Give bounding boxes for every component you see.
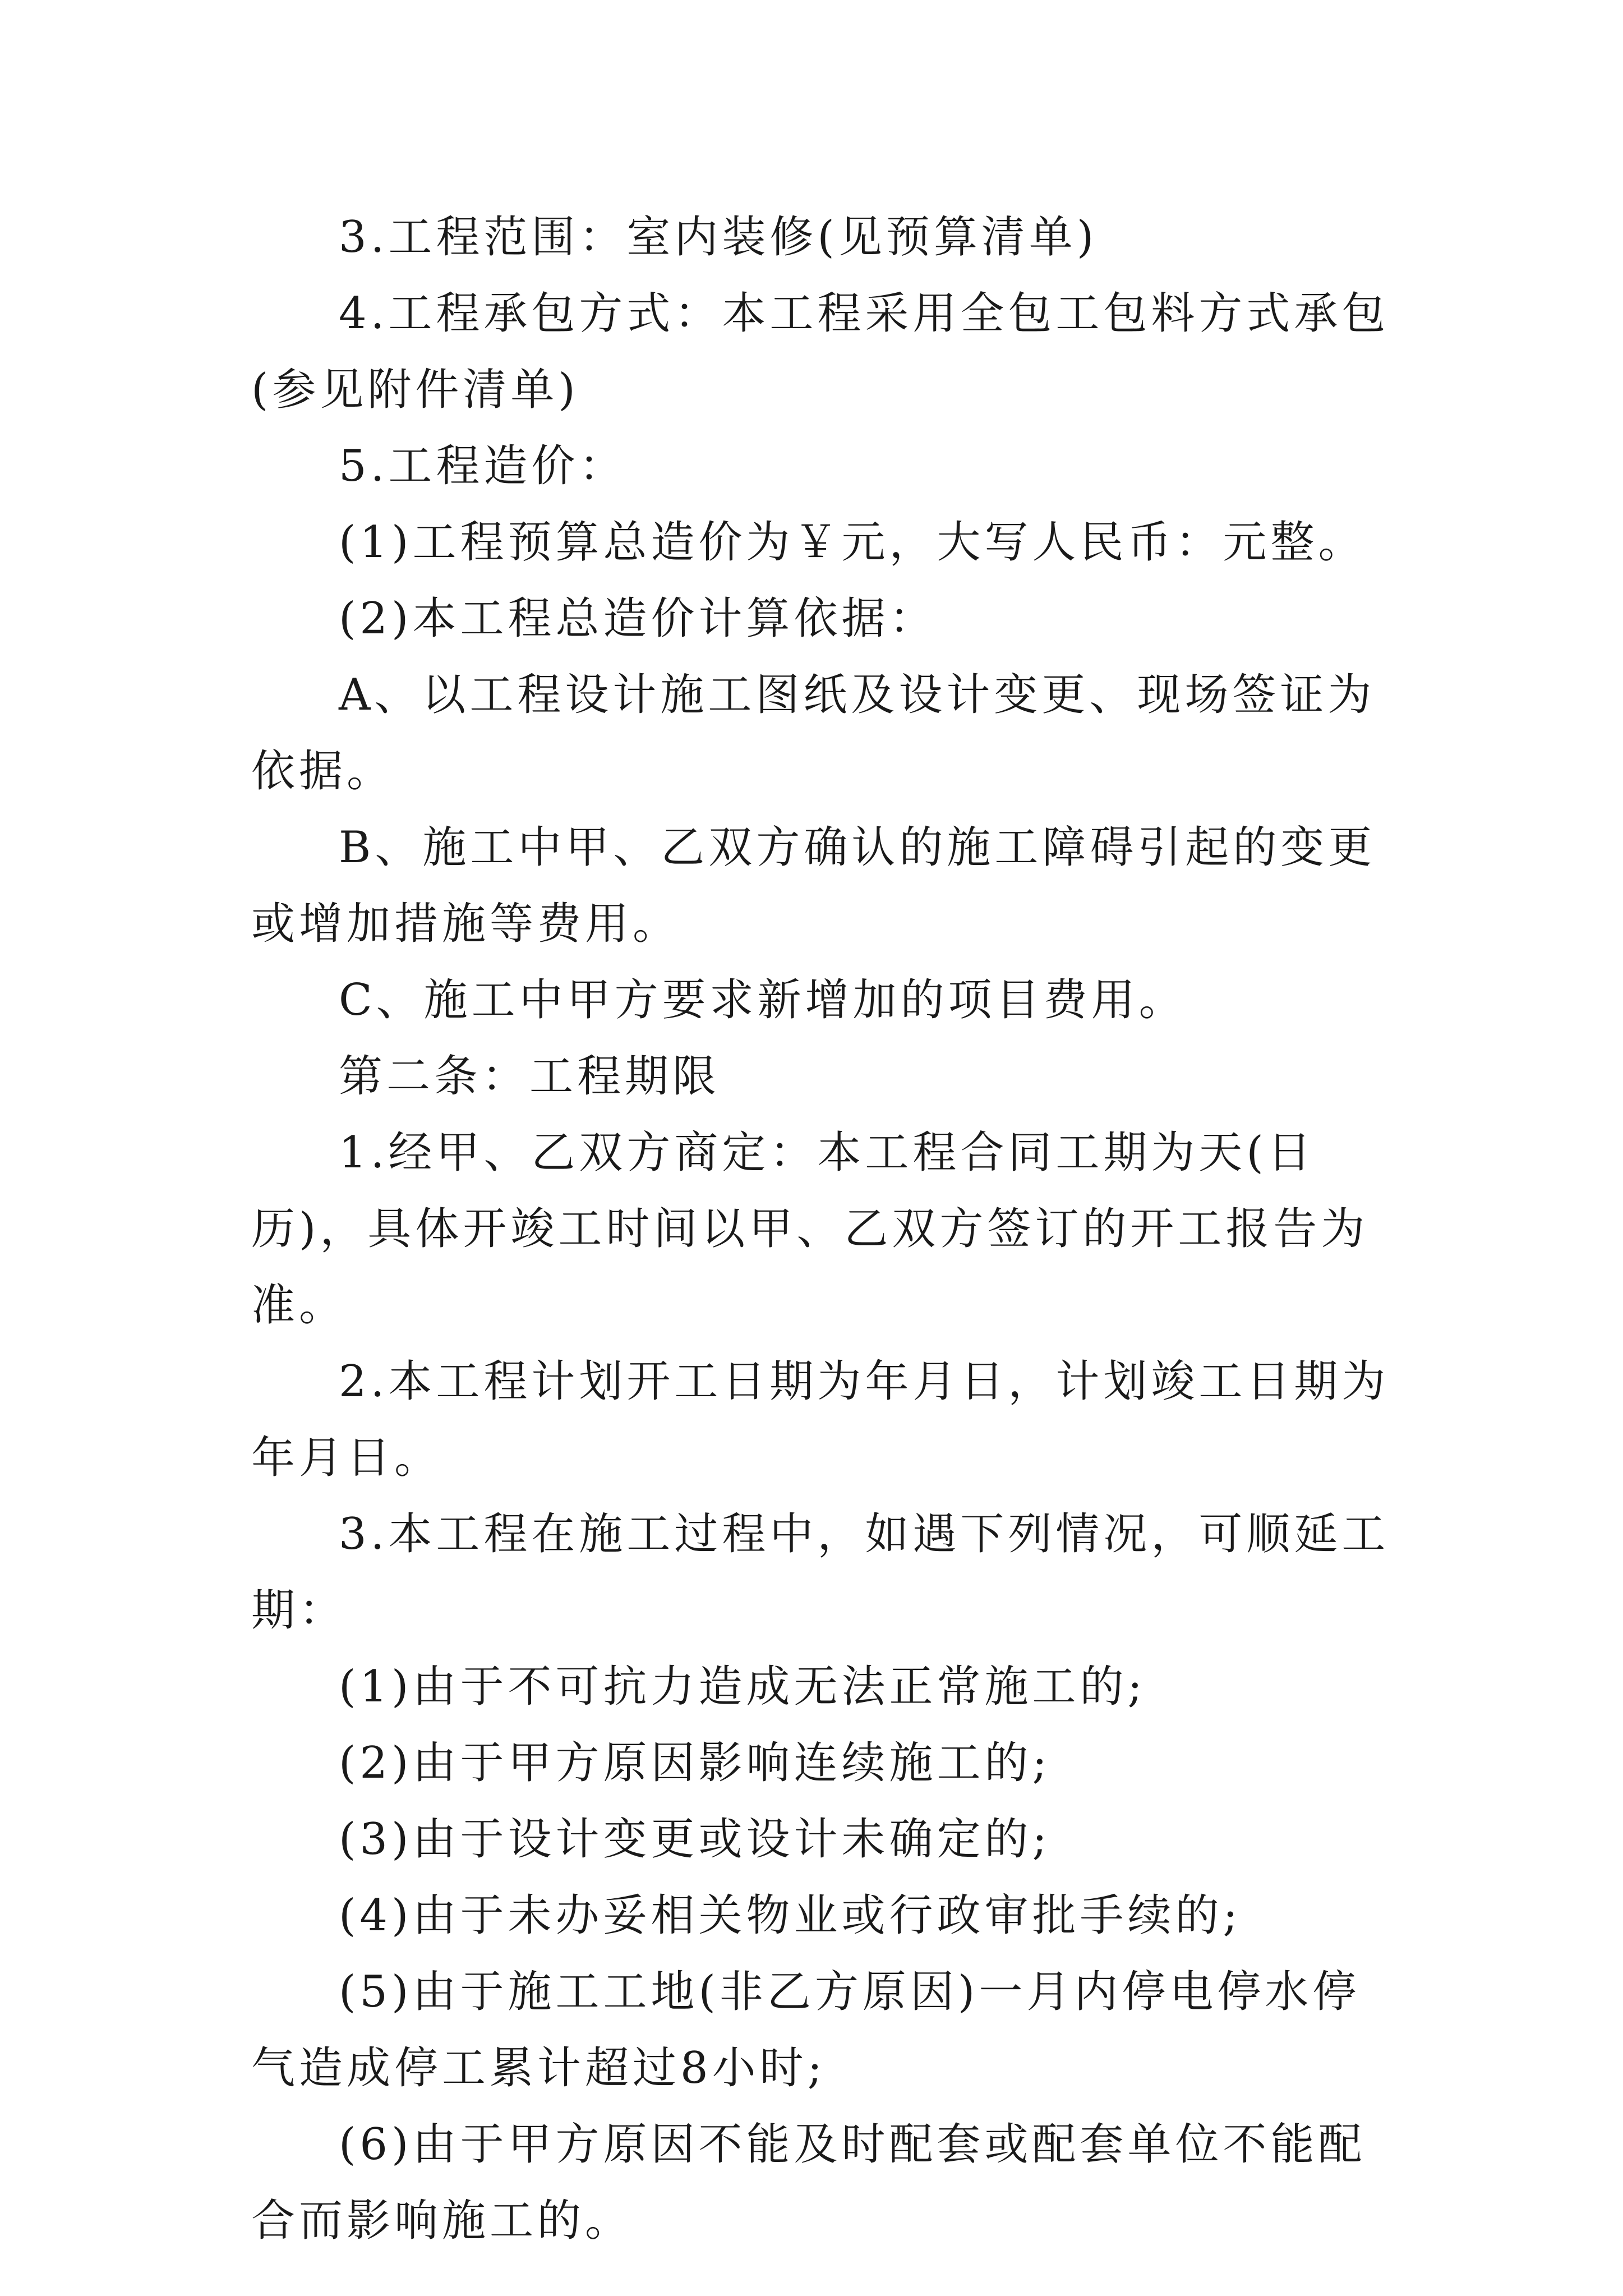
section-heading-term: 第二条：工程期限 [339, 1051, 721, 1102]
list-item-delay-3: (3)由于设计变更或设计未确定的; [339, 1814, 1051, 1865]
paragraph-total-cost: (1)工程预算总造价为￥元，大写人民币：元整。 [339, 517, 1366, 568]
contract-body [251, 199, 1401, 2259]
list-item-delay-4: (4)由于未办妥相关物业或行政审批手续的; [339, 1890, 1242, 1941]
paragraph-term-1: 1.经甲、乙双方商定：本工程合同工期为天(日历)，具体开竣工时间以甲、乙双方签订的开工报告为准。 [251, 1128, 1369, 1331]
list-item-delay-1: (1)由于不可抗力造成无法正常施工的; [339, 1662, 1146, 1712]
paragraph-basis-b: B、施工中甲、乙双方确认的施工障碍引起的变更或增加措施等费用。 [251, 822, 1376, 949]
paragraph-cost-heading: 5.工程造价： [339, 441, 627, 491]
paragraph-term-2: 2.本工程计划开工日期为年月日，计划竣工日期为年月日。 [251, 1356, 1390, 1483]
list-item-delay-6: (6)由于甲方原因不能及时配套或配套单位不能配合而影响施工的。 [251, 2119, 1366, 2246]
paragraph-contract-method: 4.工程承包方式：本工程采用全包工包料方式承包(参见附件清单) [251, 288, 1390, 415]
paragraph-term-3: 3.本工程在施工过程中，如遇下列情况，可顺延工期： [251, 1509, 1390, 1636]
paragraph-cost-basis: (2)本工程总造价计算依据： [339, 593, 937, 644]
paragraph-basis-a: A、以工程设计施工图纸及设计变更、现场签证为依据。 [251, 670, 1376, 797]
list-item-delay-5: (5)由于施工工地(非乙方原因)一月内停电停水停气造成停工累计超过8小时; [251, 1967, 1361, 2093]
paragraph-scope: 3.工程范围：室内装修(见预算清单) [339, 212, 1098, 263]
list-item-delay-2: (2)由于甲方原因影响连续施工的; [339, 1738, 1051, 1788]
paragraph-basis-c: C、施工中甲方要求新增加的项目费用。 [339, 975, 1187, 1025]
